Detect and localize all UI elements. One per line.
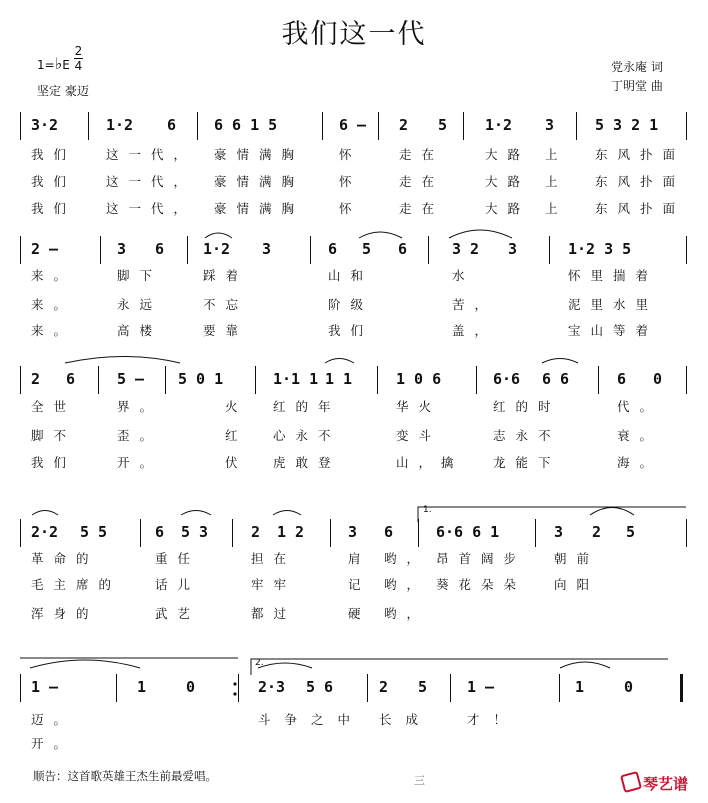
second-ending-label: 2.: [255, 658, 264, 668]
lyric-segment: 心永不: [273, 428, 341, 443]
flat-sign: ♭: [54, 54, 63, 73]
note-group: 6: [384, 523, 394, 541]
lyric-segment: 革命的: [31, 551, 99, 566]
note-group: 1 –: [467, 678, 495, 696]
lyric-segment: 我们: [31, 147, 77, 162]
lyric-segment: 水: [452, 268, 475, 283]
lyric-segment: 东风扑面: [595, 201, 686, 216]
note-group: 6·6 6 1: [436, 523, 500, 541]
note-group: 2·3: [258, 678, 286, 696]
page-title: 我们这一代: [281, 19, 427, 50]
lyric-segment: 东风扑面: [595, 147, 686, 162]
note-group: 5: [626, 523, 636, 541]
lyric-segment: 全世: [31, 399, 77, 414]
lyric-segment: 豪情满胸: [214, 147, 305, 162]
footnote: 顺告：这首歌英雄王杰生前最爱唱。: [33, 769, 217, 783]
note-group: 1·2: [485, 116, 513, 134]
slur: [258, 663, 312, 668]
lyric-segment: 这一代，: [106, 174, 197, 189]
lyric-segment: 豪情满胸: [214, 201, 305, 216]
lyric-segment: 这一代，: [106, 201, 197, 216]
brand-logo: [622, 773, 688, 794]
lyric-segment: 武艺: [155, 606, 201, 621]
note-group: 0: [186, 678, 196, 696]
lyric-segment: 来。: [31, 297, 77, 312]
note-group: 6: [66, 370, 76, 388]
lyric-segment: 虎敢登: [273, 455, 341, 470]
note-group: 6 6 1 5: [214, 116, 278, 134]
lyric-segment: 向阳: [554, 577, 600, 592]
lyric-segment: 泥里水里: [568, 297, 659, 312]
lyric-segment: 怀: [339, 201, 362, 216]
lyric-segment: 毛主席的: [31, 577, 122, 592]
lyric-segment: 长成: [379, 712, 433, 727]
lyric-segment: 山和: [328, 268, 374, 283]
lyric-segment: 担在: [251, 551, 297, 566]
slur: [181, 511, 211, 516]
lyric-segment: 走在: [399, 174, 445, 189]
lyric-segment: 记: [348, 577, 371, 592]
lyric-segment: 永远: [117, 297, 163, 312]
note-group: 3: [262, 240, 272, 258]
lyric-segment: 龙能下: [493, 455, 561, 470]
note-group: 3: [545, 116, 555, 134]
note-group: 1·2: [203, 240, 231, 258]
note-group: 1 1: [325, 370, 353, 388]
slur: [205, 233, 232, 238]
lyric-segment: 红: [225, 428, 248, 443]
lyric-segment: 要靠: [203, 323, 249, 338]
slur: [542, 359, 578, 364]
lyric-segment: 代。: [617, 399, 663, 414]
lyric-segment: 火: [225, 399, 248, 414]
repeat-dot: [233, 682, 236, 685]
lyric-segment: 我们: [31, 174, 77, 189]
note-group: 6 –: [339, 116, 367, 134]
note-group: 6: [167, 116, 177, 134]
lyric-segment: 牢牢: [251, 577, 297, 592]
lyric-segment: 开。: [31, 736, 77, 751]
lyric-segment: 豪情满胸: [214, 174, 305, 189]
second-ending-bracket: [251, 659, 668, 675]
lyric-segment: 哟，: [384, 551, 430, 566]
slur: [325, 359, 354, 364]
brand-name: 琴艺谱: [643, 775, 689, 793]
lyric-segment: 红的时: [493, 399, 561, 414]
note-group: 2: [251, 523, 261, 541]
lyric-segment: 来。: [31, 268, 77, 283]
lyric-segment: 大路: [485, 201, 531, 216]
note-group: 3: [117, 240, 127, 258]
note-group: 1·1 1: [273, 370, 319, 388]
note-group: 3 2: [452, 240, 480, 258]
note-group: 5 3 2 1: [595, 116, 659, 134]
lyric-segment: 高楼: [117, 323, 163, 338]
note-group: 6: [328, 240, 338, 258]
first-ending-label: 1.: [423, 505, 432, 515]
lyric-segment: 变斗: [396, 428, 442, 443]
lyric-segment: 走在: [399, 147, 445, 162]
lyric-segment: 我们: [31, 201, 77, 216]
lyric-segment: 都过: [251, 606, 297, 621]
note-group: 2: [592, 523, 602, 541]
page-number: 三: [414, 774, 425, 787]
repeat-dot: [233, 692, 236, 695]
note-group: 1: [575, 678, 585, 696]
note-group: 6: [155, 523, 165, 541]
lyric-segment: 脚不: [31, 428, 77, 443]
lyricist-credit: 党永庵 词: [611, 60, 663, 74]
lyric-segment: 宝山等着: [568, 323, 659, 338]
note-group: 1: [137, 678, 147, 696]
slur: [359, 232, 402, 238]
lyric-segment: 这一代，: [106, 147, 197, 162]
lyric-segment: 踩着: [203, 268, 249, 283]
lyric-segment: 开。: [117, 455, 163, 470]
lyric-segment: 伏: [225, 455, 248, 470]
note-group: 2: [379, 678, 389, 696]
first-ending-bracket: [418, 507, 686, 522]
note-group: 6: [398, 240, 408, 258]
slur: [590, 508, 634, 516]
lyric-segment: 志永不: [493, 428, 561, 443]
lyric-segment: 歪。: [117, 428, 163, 443]
lyric-segment: 上: [545, 174, 568, 189]
lyric-segment: 大路: [485, 174, 531, 189]
note-group: 5 6: [306, 678, 334, 696]
lyric-segment: 怀里揣着: [568, 268, 659, 283]
lyric-segment: 盖，: [452, 323, 498, 338]
slur: [449, 230, 512, 238]
note-group: 6 6: [542, 370, 570, 388]
note-group: 1 0 6: [396, 370, 442, 388]
lyric-segment: 走在: [399, 201, 445, 216]
lyric-segment: 葵花朵朵: [436, 577, 527, 592]
lyric-segment: 不忘: [203, 297, 249, 312]
lyric-segment: 哟，: [384, 577, 430, 592]
note-group: 2: [31, 370, 41, 388]
lyric-segment: 东风扑面: [595, 174, 686, 189]
tempo-marking: 坚定 豪迈: [37, 84, 89, 98]
note-group: 0: [653, 370, 663, 388]
note-group: 1·2: [106, 116, 134, 134]
lyric-segment: 衰。: [617, 428, 663, 443]
lyric-segment: 上: [545, 147, 568, 162]
lyric-segment: 话儿: [155, 577, 201, 592]
note-group: 3: [554, 523, 564, 541]
lyric-segment: 浑身的: [31, 606, 99, 621]
note-group: 3: [508, 240, 518, 258]
lyric-segment: 华火: [396, 399, 442, 414]
slur: [32, 511, 58, 516]
slur: [65, 357, 180, 364]
note-group: 1 –: [31, 678, 59, 696]
note-group: 3: [348, 523, 358, 541]
lyric-segment: 山，擒: [396, 455, 464, 470]
lyric-segment: 阶级: [328, 297, 374, 312]
note-group: 5 3: [181, 523, 209, 541]
time-bottom: 4: [74, 59, 83, 73]
lyric-segment: 怀: [339, 174, 362, 189]
brand-icon: [620, 771, 642, 793]
note-group: 6: [617, 370, 627, 388]
slur: [30, 660, 140, 668]
note-group: 5 5: [80, 523, 108, 541]
lyric-segment: 斗争之中: [258, 712, 365, 727]
time-top: 2: [74, 44, 83, 58]
slur: [560, 662, 610, 668]
lyric-segment: 界。: [117, 399, 163, 414]
lyric-segment: 来。: [31, 323, 77, 338]
note-group: 5: [418, 678, 428, 696]
note-group: 6·6: [493, 370, 521, 388]
lyric-segment: 才！: [467, 712, 521, 727]
note-group: 5 –: [117, 370, 145, 388]
lyric-segment: 肩: [348, 551, 371, 566]
lyric-segment: 朝前: [554, 551, 600, 566]
lyric-segment: 我们: [328, 323, 374, 338]
note-group: 1·2 3 5: [568, 240, 632, 258]
note-group: 2: [399, 116, 409, 134]
lyric-segment: 迈。: [31, 712, 77, 727]
note-group: 0: [624, 678, 634, 696]
lyric-segment: 昂首阔步: [436, 551, 527, 566]
lyric-segment: 哟，: [384, 606, 430, 621]
lyric-segment: 苦，: [452, 297, 498, 312]
note-group: 5: [438, 116, 448, 134]
lyric-segment: 红的年: [273, 399, 341, 414]
lyric-segment: 硬: [348, 606, 371, 621]
note-group: 5 0 1: [178, 370, 224, 388]
note-group: 3·2: [31, 116, 59, 134]
lyric-segment: 重任: [155, 551, 201, 566]
lyric-segment: 我们: [31, 455, 77, 470]
lyric-segment: 上: [545, 201, 568, 216]
slur: [273, 511, 301, 516]
key-prefix: 1=: [37, 58, 55, 72]
note-group: 5: [362, 240, 372, 258]
key-note: E: [62, 58, 70, 72]
note-group: 2 –: [31, 240, 59, 258]
note-group: 6: [155, 240, 165, 258]
lyric-segment: 海。: [617, 455, 663, 470]
lyric-segment: 怀: [339, 147, 362, 162]
composer-credit: 丁明堂 曲: [611, 79, 663, 93]
note-group: 1 2: [277, 523, 305, 541]
lyric-segment: 脚下: [117, 268, 163, 283]
note-group: 2·2: [31, 523, 59, 541]
lyric-segment: 大路: [485, 147, 531, 162]
